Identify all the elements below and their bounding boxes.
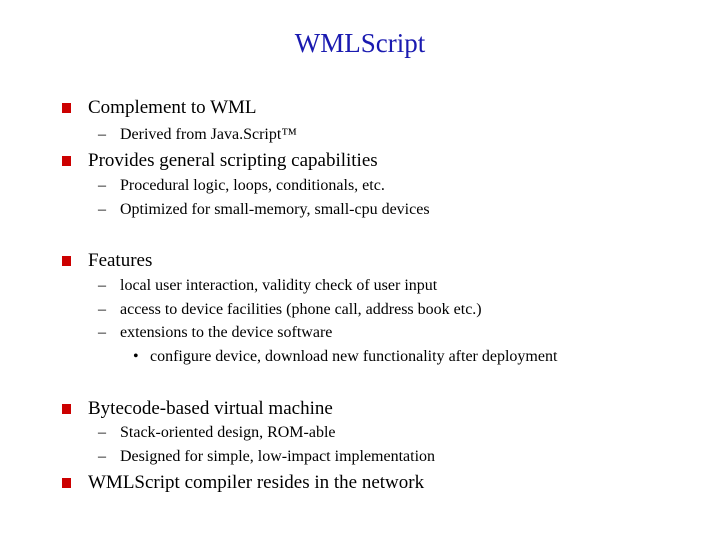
square-bullet-icon [62, 404, 71, 414]
square-bullet-icon [62, 478, 71, 488]
dash-marker: – [98, 424, 106, 441]
square-bullet-icon [62, 156, 71, 166]
sub-item: Procedural logic, loops, conditionals, etc. [120, 177, 385, 194]
sub-item: Optimized for small-memory, small-cpu devices [120, 201, 430, 218]
sub-item: Derived from Java.Script™ [120, 126, 297, 143]
sub-item: extensions to the device software [120, 324, 333, 341]
bullet-item: Complement to WML [88, 97, 257, 118]
bullet-item: Provides general scripting capabilities [88, 150, 378, 171]
dot-marker: • [133, 348, 139, 365]
dash-marker: – [98, 201, 106, 218]
sub-item: Designed for simple, low-impact implementation [120, 448, 436, 465]
dash-marker: – [98, 301, 106, 318]
square-bullet-icon [62, 103, 71, 113]
dash-marker: – [98, 177, 106, 194]
dash-marker: – [98, 448, 106, 465]
bullet-item: Features [88, 250, 153, 271]
square-bullet-icon [62, 256, 71, 266]
sub-sub-item: configure device, download new functionality after deployment [150, 348, 558, 365]
sub-item: local user interaction, validity check of user input [120, 277, 438, 294]
dash-marker: – [98, 277, 106, 294]
dash-marker: – [98, 126, 106, 143]
sub-item: access to device facilities (phone call, address book etc.) [120, 301, 482, 318]
slide-title: WMLScript [294, 28, 426, 58]
sub-item: Stack-oriented design, ROM-able [120, 424, 336, 441]
bullet-item: WMLScript compiler resides in the network [88, 472, 425, 493]
bullet-item: Bytecode-based virtual machine [88, 398, 333, 419]
dash-marker: – [98, 324, 106, 341]
